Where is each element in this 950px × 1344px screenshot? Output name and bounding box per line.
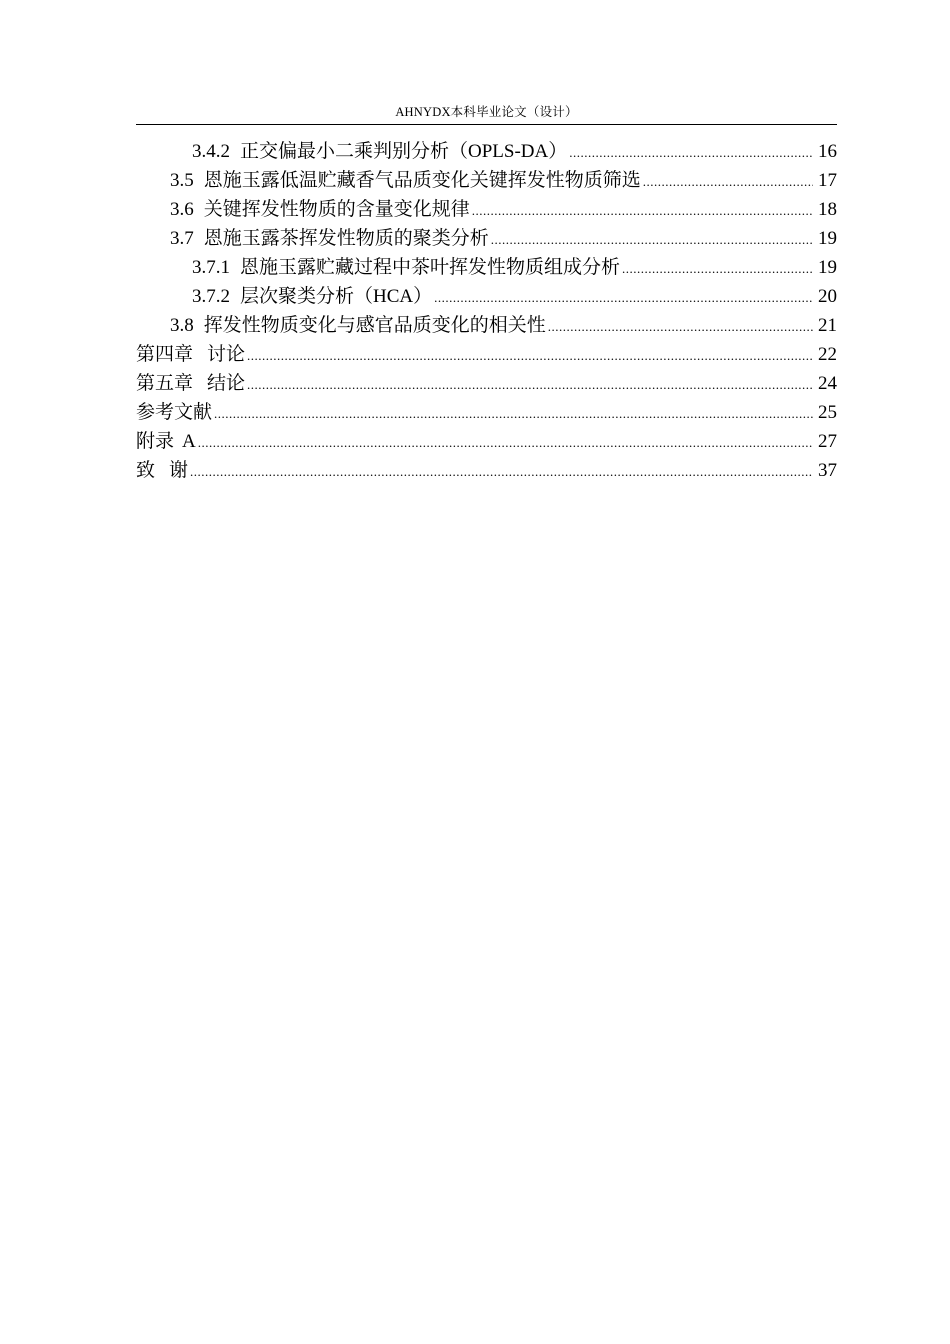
toc-entry-page: 20 [818,286,837,307]
toc-leader-dots [247,341,813,370]
toc-leader-dots [643,167,813,196]
toc-entry-title: 挥发性物质变化与感官品质变化的相关性 [203,315,546,336]
toc-leader-dots [569,138,813,167]
toc-leader-dots [434,283,813,312]
toc-entry[interactable] [136,456,837,485]
toc-entry[interactable] [136,166,837,195]
toc-leader-dots [472,196,813,225]
toc-entry[interactable] [136,282,837,311]
toc-leader-dots [622,254,813,283]
toc-entry-title: 恩施玉露低温贮藏香气品质变化关键挥发性物质筛选 [203,170,641,191]
toc-entry-number: 附录 [136,431,175,452]
toc-entry-page: 19 [818,257,837,278]
toc-entry-number: 第四章 [136,344,194,365]
toc-leader-dots [247,370,813,399]
toc-entry-title: 结论 [207,373,246,394]
toc-entry-number: 3.7 [170,228,194,249]
toc-entry-number: 3.7.2 [192,286,230,307]
toc-entry[interactable] [136,253,837,282]
toc-entry-page: 37 [818,460,837,481]
toc-entry-number: 3.8 [170,315,194,336]
toc-entry-number: 致 [136,460,156,481]
toc-entry-page: 17 [818,170,837,191]
toc-entry-page: 22 [818,344,837,365]
toc-entry-number: 3.4.2 [192,141,230,162]
toc-entry-number: 第五章 [136,373,194,394]
toc-entry-title: 讨论 [207,344,246,365]
header-rule [136,124,837,125]
toc-entry-page: 18 [818,199,837,220]
toc-entry-number: 3.6 [170,199,194,220]
toc-entry-title: 恩施玉露贮藏过程中茶叶挥发性物质组成分析 [240,257,621,278]
page-header: AHNYDX本科毕业论文（设计） [395,105,578,119]
toc-entry-number: 3.7.1 [192,257,230,278]
toc-entry[interactable] [136,369,837,398]
toc-entry-title: 谢 [169,460,189,481]
toc-entry-page: 25 [818,402,837,423]
toc-entry[interactable] [136,340,837,369]
toc-entry[interactable] [136,224,837,253]
toc-leader-dots [214,399,813,428]
toc-entry-page: 19 [818,228,837,249]
toc-entry-page: 21 [818,315,837,336]
toc-entry-title: 正交偏最小二乘判别分析（OPLS-DA） [240,141,568,162]
toc-leader-dots [190,457,813,486]
toc-entry-title: 恩施玉露茶挥发性物质的聚类分析 [203,228,489,249]
toc-entry[interactable] [136,427,837,456]
toc-leader-dots [548,312,813,341]
toc-entry-page: 27 [818,431,837,452]
toc-entry-title: 层次聚类分析（HCA） [240,286,433,307]
table-of-contents [136,137,837,485]
toc-entry-title: 参考文献 [136,402,213,423]
toc-entry-number: 3.5 [170,170,194,191]
toc-entry-title: A [182,431,196,452]
toc-entry-page: 24 [818,373,837,394]
toc-entry-title: 关键挥发性物质的含量变化规律 [203,199,470,220]
toc-entry[interactable] [136,137,837,166]
toc-leader-dots [491,225,813,254]
toc-entry[interactable] [136,311,837,340]
toc-entry[interactable] [136,398,837,427]
toc-entry[interactable] [136,195,837,224]
toc-leader-dots [198,428,813,457]
toc-entry-page: 16 [818,141,837,162]
